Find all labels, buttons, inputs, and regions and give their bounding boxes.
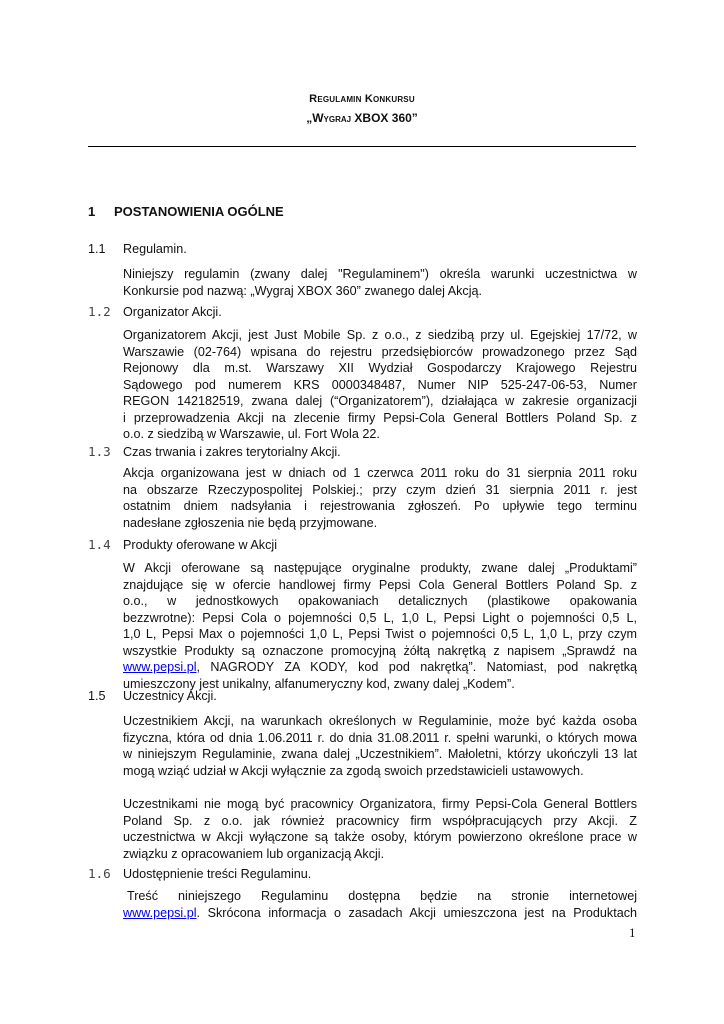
header-divider	[88, 146, 636, 147]
text-line: W Akcji oferowane są następujące oryginalne produkty, zwane dalej „Produktami”	[123, 561, 637, 575]
text-line	[123, 659, 637, 676]
text-line	[123, 905, 637, 922]
text-line: Warszawie (02-764) wpisana do rejestru przedsiębiorców prowadzonego przez Sąd	[123, 344, 637, 359]
text-line: umieszczony jest unikalny, alfanumeryczny kod, zwany dalej „Kodem”.	[123, 676, 515, 691]
pepsi-link[interactable]: www.pepsi.pl	[123, 905, 197, 920]
text-line: Treść niniejszego Regulaminu dostępna będzie na stronie internetowej	[127, 889, 637, 903]
page-number: 1	[629, 925, 636, 940]
subsection-number: 1.1	[88, 242, 106, 256]
text-line: Uczestnikiem Akcji, na warunkach określonych w Regulaminie, może być każda osoba	[123, 714, 637, 728]
pepsi-link[interactable]: www.pepsi.pl	[123, 660, 197, 674]
paragraph-1-5-b	[123, 796, 637, 862]
text-line: REGON 142182519, zwana dalej (“Organizatorem”), działająca w zakresie organizacji	[123, 394, 637, 408]
subsection-heading-1-2	[88, 304, 222, 319]
text-line: związku z opracowaniem lub organizacją Akcji.	[123, 846, 385, 861]
section-heading	[88, 204, 284, 219]
subsection-number: 1.6	[88, 866, 111, 881]
subsection-heading-1-5	[88, 689, 217, 703]
paragraph-1-3	[123, 465, 637, 531]
text-line: Organizatorem Akcji, jest Just Mobile Sp. z o.o., z siedzibą przy ul. Egejskiej 17/72, w	[123, 328, 637, 342]
text-line: znajdujące się w ofercie handlowej firmy Pepsi Cola General Bottlers Poland Sp. z	[123, 577, 637, 592]
text-line: Rejonowy dla m.st. Warszawy XII Wydział Gospodarczy Krajowego Rejestru	[123, 361, 637, 375]
subsection-number: 1.2	[88, 304, 111, 319]
text-line: Sądowego pod numerem KRS 0000348487, Numer NIP 525-247-06-53, Numer	[123, 377, 637, 392]
subsection-title: Produkty oferowane w Akcji	[123, 538, 277, 552]
text-line: wszystkie Produkty są oznaczone promocyjną żółtą nakrętką z napisem „Sprawdź na	[123, 643, 637, 658]
subsection-title: Uczestnicy Akcji.	[123, 689, 217, 703]
subsection-title: Organizator Akcji.	[123, 305, 222, 319]
paragraph-1-4	[123, 560, 637, 692]
subsection-number: 1.4	[88, 537, 111, 552]
text-line: Poland Sp. z o.o. jak również pracownicy firm współpracujących przy Akcji. Z	[123, 813, 637, 828]
text-line: w niniejszym Regulaminie, zwana dalej „Uczestnikiem”. Małoletni, którzy ukończyli 13 lat	[123, 747, 637, 761]
subsection-heading-1-3	[88, 444, 341, 459]
text-line: nadesłane zgłoszenia nie będą przyjmowane.	[123, 515, 378, 530]
text-line: Uczestnikami nie mogą być pracownicy Organizatora, firmy Pepsi-Cola General Bottlers	[123, 797, 637, 811]
text-line: Konkursie pod nazwą: „Wygraj XBOX 360” zwanego dalej Akcją.	[123, 283, 482, 298]
text-line: o.o., w jednostkowych opakowaniach detalicznych (plastikowe opakowania	[123, 594, 637, 608]
text-line: i przeprowadzenia Akcji na zlecenie firmy Pepsi-Cola General Bottlers Poland Sp. z	[123, 410, 637, 425]
subsection-number: 1.3	[88, 444, 111, 459]
subsection-heading-1-1	[88, 242, 187, 256]
paragraph-1-6	[123, 888, 637, 921]
paragraph-1-5-a	[123, 713, 637, 779]
text-line: uczestnictwa w Akcji wyłączone są także osoby, którym powierzono określone prace w	[123, 830, 637, 844]
text-line: fizyczna, która od dnia 1.06.2011 r. do dnia 31.08.2011 r. spełni warunki, o których mowa	[123, 730, 637, 745]
section-title: POSTANOWIENIA OGÓLNE	[114, 204, 284, 219]
document-title: Regulamin Konkursu	[309, 93, 415, 105]
document-subtitle: „Wygraj XBOX 360”	[306, 111, 418, 125]
paragraph-1-2	[123, 327, 637, 443]
text-line: na obszarze Rzeczypospolitej Polskiej.; przy czym dzień 31 sierpnia 2011 r. jest	[123, 482, 637, 497]
text-line: bezzwrotne): Pepsi Cola o pojemności 0,5 L, 1,0 L, Pepsi Light o pojemności 0,5 L,	[123, 610, 637, 625]
subsection-title: Czas trwania i zakres terytorialny Akcji.	[123, 445, 341, 459]
subsection-title: Regulamin.	[123, 242, 187, 256]
text-line: Akcja organizowana jest w dniach od 1 czerwca 2011 roku do 31 sierpnia 2011 roku	[123, 466, 637, 480]
subsection-heading-1-6	[88, 866, 311, 881]
text-line: mogą wziąć udział w Akcji wyłącznie za zgodą swoich przedstawicieli ustawowych.	[123, 763, 584, 778]
subsection-heading-1-4	[88, 537, 277, 552]
text-fragment: . Skrócona informacja o zasadach Akcji umieszczona jest na Produktach	[196, 905, 637, 920]
paragraph-1-1	[123, 266, 637, 299]
text-line: ostatnim dniem nadsyłania i rejestrowania zgłoszeń. Po upływie tego terminu	[123, 499, 637, 513]
section-number: 1	[88, 204, 96, 219]
text-line: Niniejszy regulamin (zwany dalej "Regulaminem") określa warunki uczestnictwa w	[123, 267, 637, 281]
subsection-title: Udostępnienie treści Regulaminu.	[123, 867, 312, 881]
text-line: o.o. z siedzibą w Warszawie, ul. Fort Wola 22.	[123, 427, 380, 441]
text-fragment: , NAGRODY ZA KODY, kod pod nakrętką”. Natomiast, pod nakrętką	[196, 660, 637, 674]
text-line: 1,0 L, Pepsi Max o pojemności 1,0 L, Pepsi Twist o pojemności 0,5 L, 1,0 L, przy czym	[123, 627, 637, 641]
subsection-number: 1.5	[88, 689, 106, 703]
